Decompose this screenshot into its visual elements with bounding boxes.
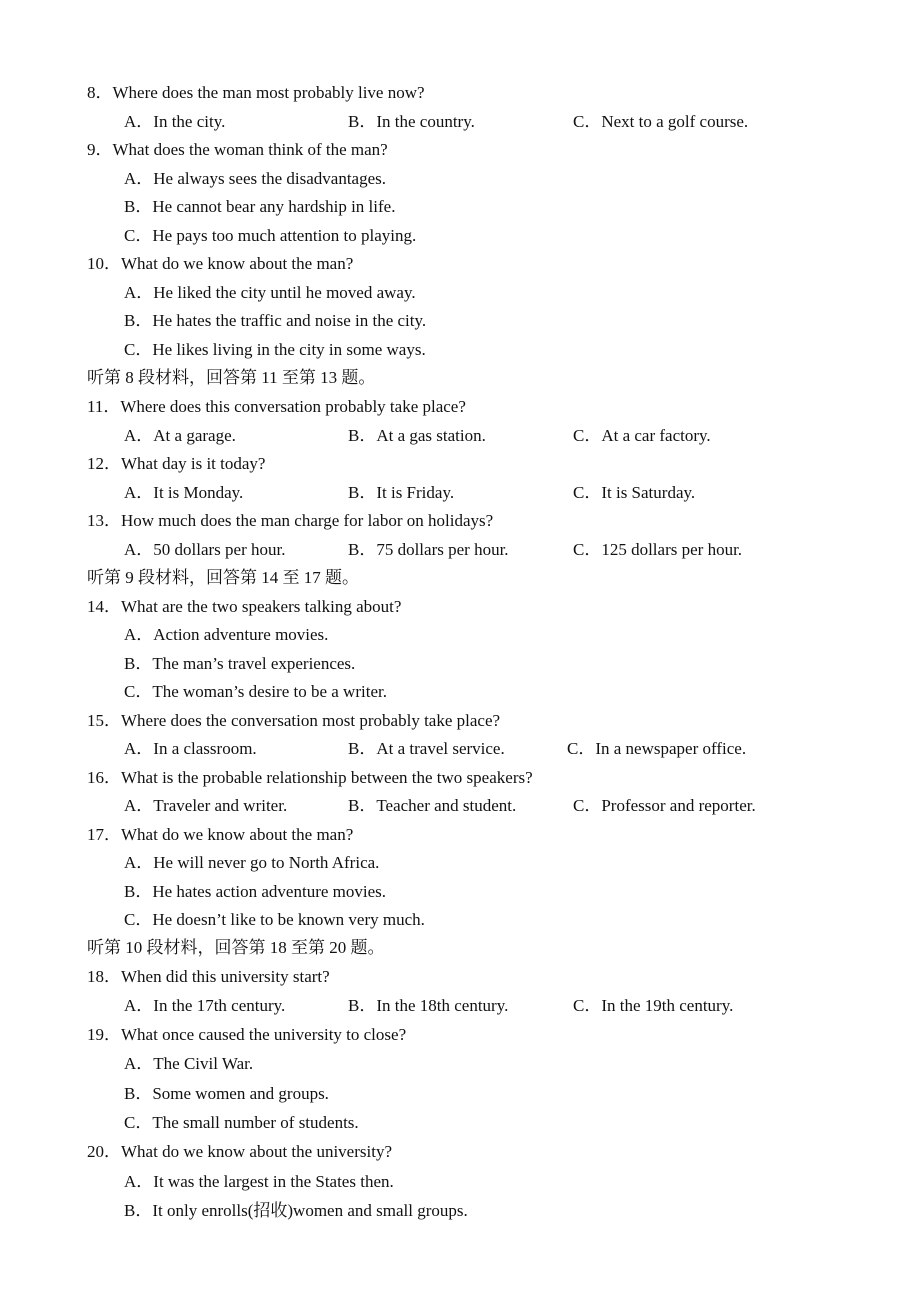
option-12-c: C．It is Saturday. [573,483,696,502]
option-20-a: A．It was the largest in the States then. [124,1172,394,1191]
question-19: 19．What once caused the university to close? [87,1025,407,1044]
option-14-b: B．The man’s travel experiences. [124,654,356,673]
option-14-c: C．The woman’s desire to be a writer. [124,682,387,701]
section-heading-8: 听第 8 段材料，回答第 11 至第 13 题。 [87,368,376,387]
option-17-a: A．He will never go to North Africa. [124,853,380,872]
option-18-a: A．In the 17th century. [124,996,286,1015]
question-17: 17．What do we know about the man? [87,825,354,844]
option-19-c: C．The small number of students. [124,1113,359,1132]
option-16-c: C．Professor and reporter. [573,796,756,815]
option-14-a: A．Action adventure movies. [124,625,329,644]
option-12-b: B．It is Friday. [348,483,455,502]
question-10: 10．What do we know about the man? [87,254,354,273]
question-15: 15．Where does the conversation most probably take place? [87,711,501,730]
option-13-c: C．125 dollars per hour. [573,540,743,559]
option-16-b: B．Teacher and student. [348,796,517,815]
question-9: 9．What does the woman think of the man? [87,140,388,159]
option-10-a: A．He liked the city until he moved away. [124,283,416,302]
option-8-a: A．In the city. [124,112,226,131]
option-11-c: C．At a car factory. [573,426,711,445]
option-9-a: A．He always sees the disadvantages. [124,169,387,188]
option-8-c: C．Next to a golf course. [573,112,749,131]
question-11: 11．Where does this conversation probably take place? [87,397,466,416]
option-17-b: B．He hates action adventure movies. [124,882,387,901]
option-17-c: C．He doesn’t like to be known very much. [124,910,425,929]
option-12-a: A．It is Monday. [124,483,244,502]
option-9-c: C．He pays too much attention to playing. [124,226,417,245]
question-13: 13．How much does the man charge for labor on holidays? [87,511,494,530]
option-15-b: B．At a travel service. [348,739,505,758]
option-11-b: B．At a gas station. [348,426,486,445]
option-15-a: A．In a classroom. [124,739,257,758]
section-heading-10: 听第 10 段材料，回答第 18 至第 20 题。 [87,938,385,957]
option-13-a: A．50 dollars per hour. [124,540,286,559]
option-20-b: B．It only enrolls(招收)women and small groups. [124,1201,468,1220]
question-20: 20．What do we know about the university? [87,1142,392,1161]
question-14: 14．What are the two speakers talking about? [87,597,402,616]
option-8-b: B．In the country. [348,112,475,131]
question-18: 18．When did this university start? [87,967,330,986]
question-16: 16．What is the probable relationship between the two speakers? [87,768,533,787]
option-10-b: B．He hates the traffic and noise in the city. [124,311,427,330]
option-16-a: A．Traveler and writer. [124,796,288,815]
option-15-c: C．In a newspaper office. [567,739,747,758]
option-9-b: B．He cannot bear any hardship in life. [124,197,396,216]
option-13-b: B．75 dollars per hour. [348,540,509,559]
option-11-a: A．At a garage. [124,426,236,445]
option-18-b: B．In the 18th century. [348,996,509,1015]
option-10-c: C．He likes living in the city in some ways. [124,340,426,359]
question-12: 12．What day is it today? [87,454,266,473]
question-8: 8．Where does the man most probably live now? [87,83,425,102]
section-heading-9: 听第 9 段材料，回答第 14 至 17 题。 [87,568,359,587]
option-19-a: A．The Civil War. [124,1054,254,1073]
option-18-c: C．In the 19th century. [573,996,734,1015]
option-19-b: B．Some women and groups. [124,1084,329,1103]
